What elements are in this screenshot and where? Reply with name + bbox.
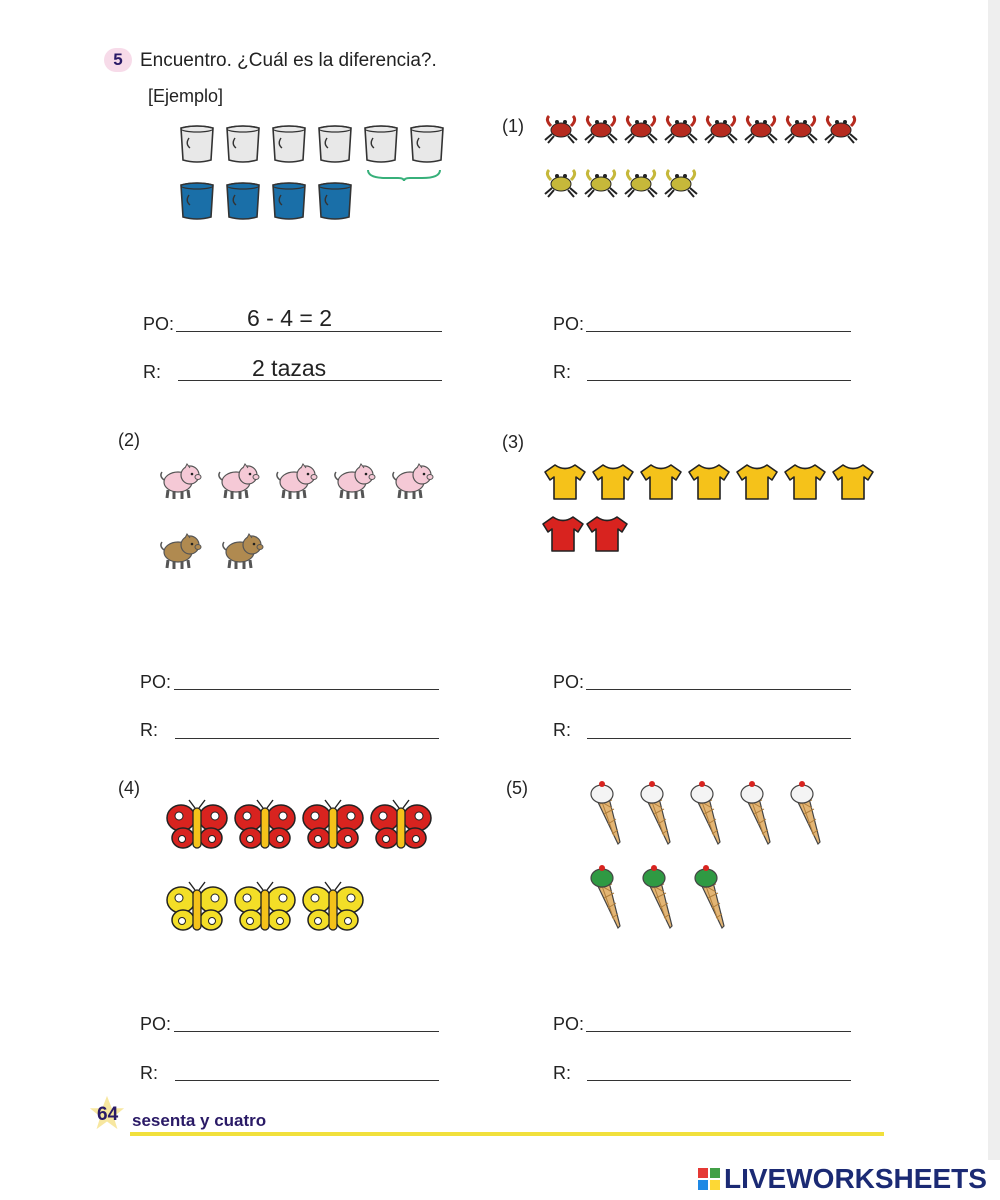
exercise-5-label: (5) — [506, 778, 528, 798]
exercise-1-r-label: R: — [553, 362, 571, 382]
ice-cream-icon — [740, 780, 774, 846]
exercise-3-po-input[interactable] — [586, 689, 851, 690]
cup-icon — [178, 124, 216, 164]
exercise-1-r-input[interactable] — [587, 380, 851, 381]
exercise-3-r-label: R: — [553, 720, 571, 740]
page-edge — [988, 0, 1000, 1160]
shirt-icon — [585, 515, 629, 553]
butterfly-icon — [303, 800, 363, 852]
ice-cream-icon — [590, 864, 624, 930]
example-po-value: 6 - 4 = 2 — [247, 305, 333, 331]
ice-cream-icon — [590, 780, 624, 846]
ice-cream-icon — [642, 864, 676, 930]
crab-icon — [583, 114, 619, 144]
exercise-2-label: (2) — [118, 430, 140, 450]
example-r-label: R: — [143, 362, 161, 382]
exercise-3-po-label: PO: — [553, 672, 585, 692]
pig-dog-icon — [216, 462, 260, 500]
exercise-2-po-label: PO: — [140, 672, 172, 692]
crab-icon — [543, 168, 579, 198]
cup-icon — [270, 181, 308, 221]
pig-dog-icon — [158, 462, 202, 500]
crab-icon — [623, 168, 659, 198]
exercise-2-po-input[interactable] — [174, 689, 439, 690]
exercise-4-r-label: R: — [140, 1063, 158, 1083]
shirt-icon — [591, 463, 635, 501]
liveworksheets-logo-icon — [698, 1168, 720, 1190]
exercise-1-po-label: PO: — [553, 314, 585, 334]
pig-dog-icon — [390, 462, 434, 500]
ice-cream-icon — [690, 780, 724, 846]
exercise-4-po-input[interactable] — [174, 1031, 439, 1032]
exercise-5-po-label: PO: — [553, 1014, 585, 1034]
exercise-1-po-input[interactable] — [586, 331, 851, 332]
butterfly-icon — [371, 800, 431, 852]
shirt-icon — [735, 463, 779, 501]
pig-dog-icon — [158, 532, 202, 570]
exercise-5-r-label: R: — [553, 1063, 571, 1083]
cup-icon — [270, 124, 308, 164]
butterfly-icon — [167, 882, 227, 934]
crab-icon — [703, 114, 739, 144]
example-r-value: 2 tazas — [252, 355, 327, 381]
brace-icon — [366, 168, 442, 182]
cup-icon — [178, 181, 216, 221]
exercise-1-label: (1) — [502, 116, 524, 136]
shirt-icon — [687, 463, 731, 501]
exercise-4-r-input[interactable] — [175, 1080, 439, 1081]
exercise-number: 5 — [104, 48, 132, 72]
crab-icon — [783, 114, 819, 144]
shirt-icon — [783, 463, 827, 501]
cup-icon — [224, 181, 262, 221]
page-number: 64 — [97, 1104, 119, 1125]
shirt-icon — [831, 463, 875, 501]
ice-cream-icon — [790, 780, 824, 846]
butterfly-icon — [167, 800, 227, 852]
crab-icon — [743, 114, 779, 144]
example-label: [Ejemplo] — [148, 86, 224, 106]
crab-icon — [623, 114, 659, 144]
cup-icon — [408, 124, 446, 164]
crab-icon — [663, 114, 699, 144]
exercise-3-label: (3) — [502, 432, 524, 452]
crab-icon — [583, 168, 619, 198]
ice-cream-icon — [640, 780, 674, 846]
exercise-3-r-input[interactable] — [587, 738, 851, 739]
shirt-icon — [639, 463, 683, 501]
ice-cream-icon — [694, 864, 728, 930]
page-number-text: sesenta y cuatro — [132, 1111, 267, 1130]
butterfly-icon — [235, 800, 295, 852]
cup-icon — [224, 124, 262, 164]
pig-dog-icon — [332, 462, 376, 500]
example-po-label: PO: — [143, 314, 175, 334]
butterfly-icon — [303, 882, 363, 934]
exercise-2-r-label: R: — [140, 720, 158, 740]
exercise-5-po-input[interactable] — [586, 1031, 851, 1032]
cup-icon — [316, 181, 354, 221]
shirt-icon — [543, 463, 587, 501]
cup-icon — [362, 124, 400, 164]
crab-icon — [663, 168, 699, 198]
cup-icon — [316, 124, 354, 164]
shirt-icon — [541, 515, 585, 553]
pig-dog-icon — [274, 462, 318, 500]
pig-dog-icon — [220, 532, 264, 570]
liveworksheets-brand: LIVEWORKSHEETS — [724, 1163, 987, 1194]
butterfly-icon — [235, 882, 295, 934]
crab-icon — [823, 114, 859, 144]
exercise-4-label: (4) — [118, 778, 140, 798]
exercise-title: Encuentro. ¿Cuál es la diferencia?. — [140, 50, 437, 71]
crab-icon — [543, 114, 579, 144]
exercise-2-r-input[interactable] — [175, 738, 439, 739]
exercise-4-po-label: PO: — [140, 1014, 172, 1034]
exercise-5-r-input[interactable] — [587, 1080, 851, 1081]
footer-rule — [130, 1132, 884, 1136]
